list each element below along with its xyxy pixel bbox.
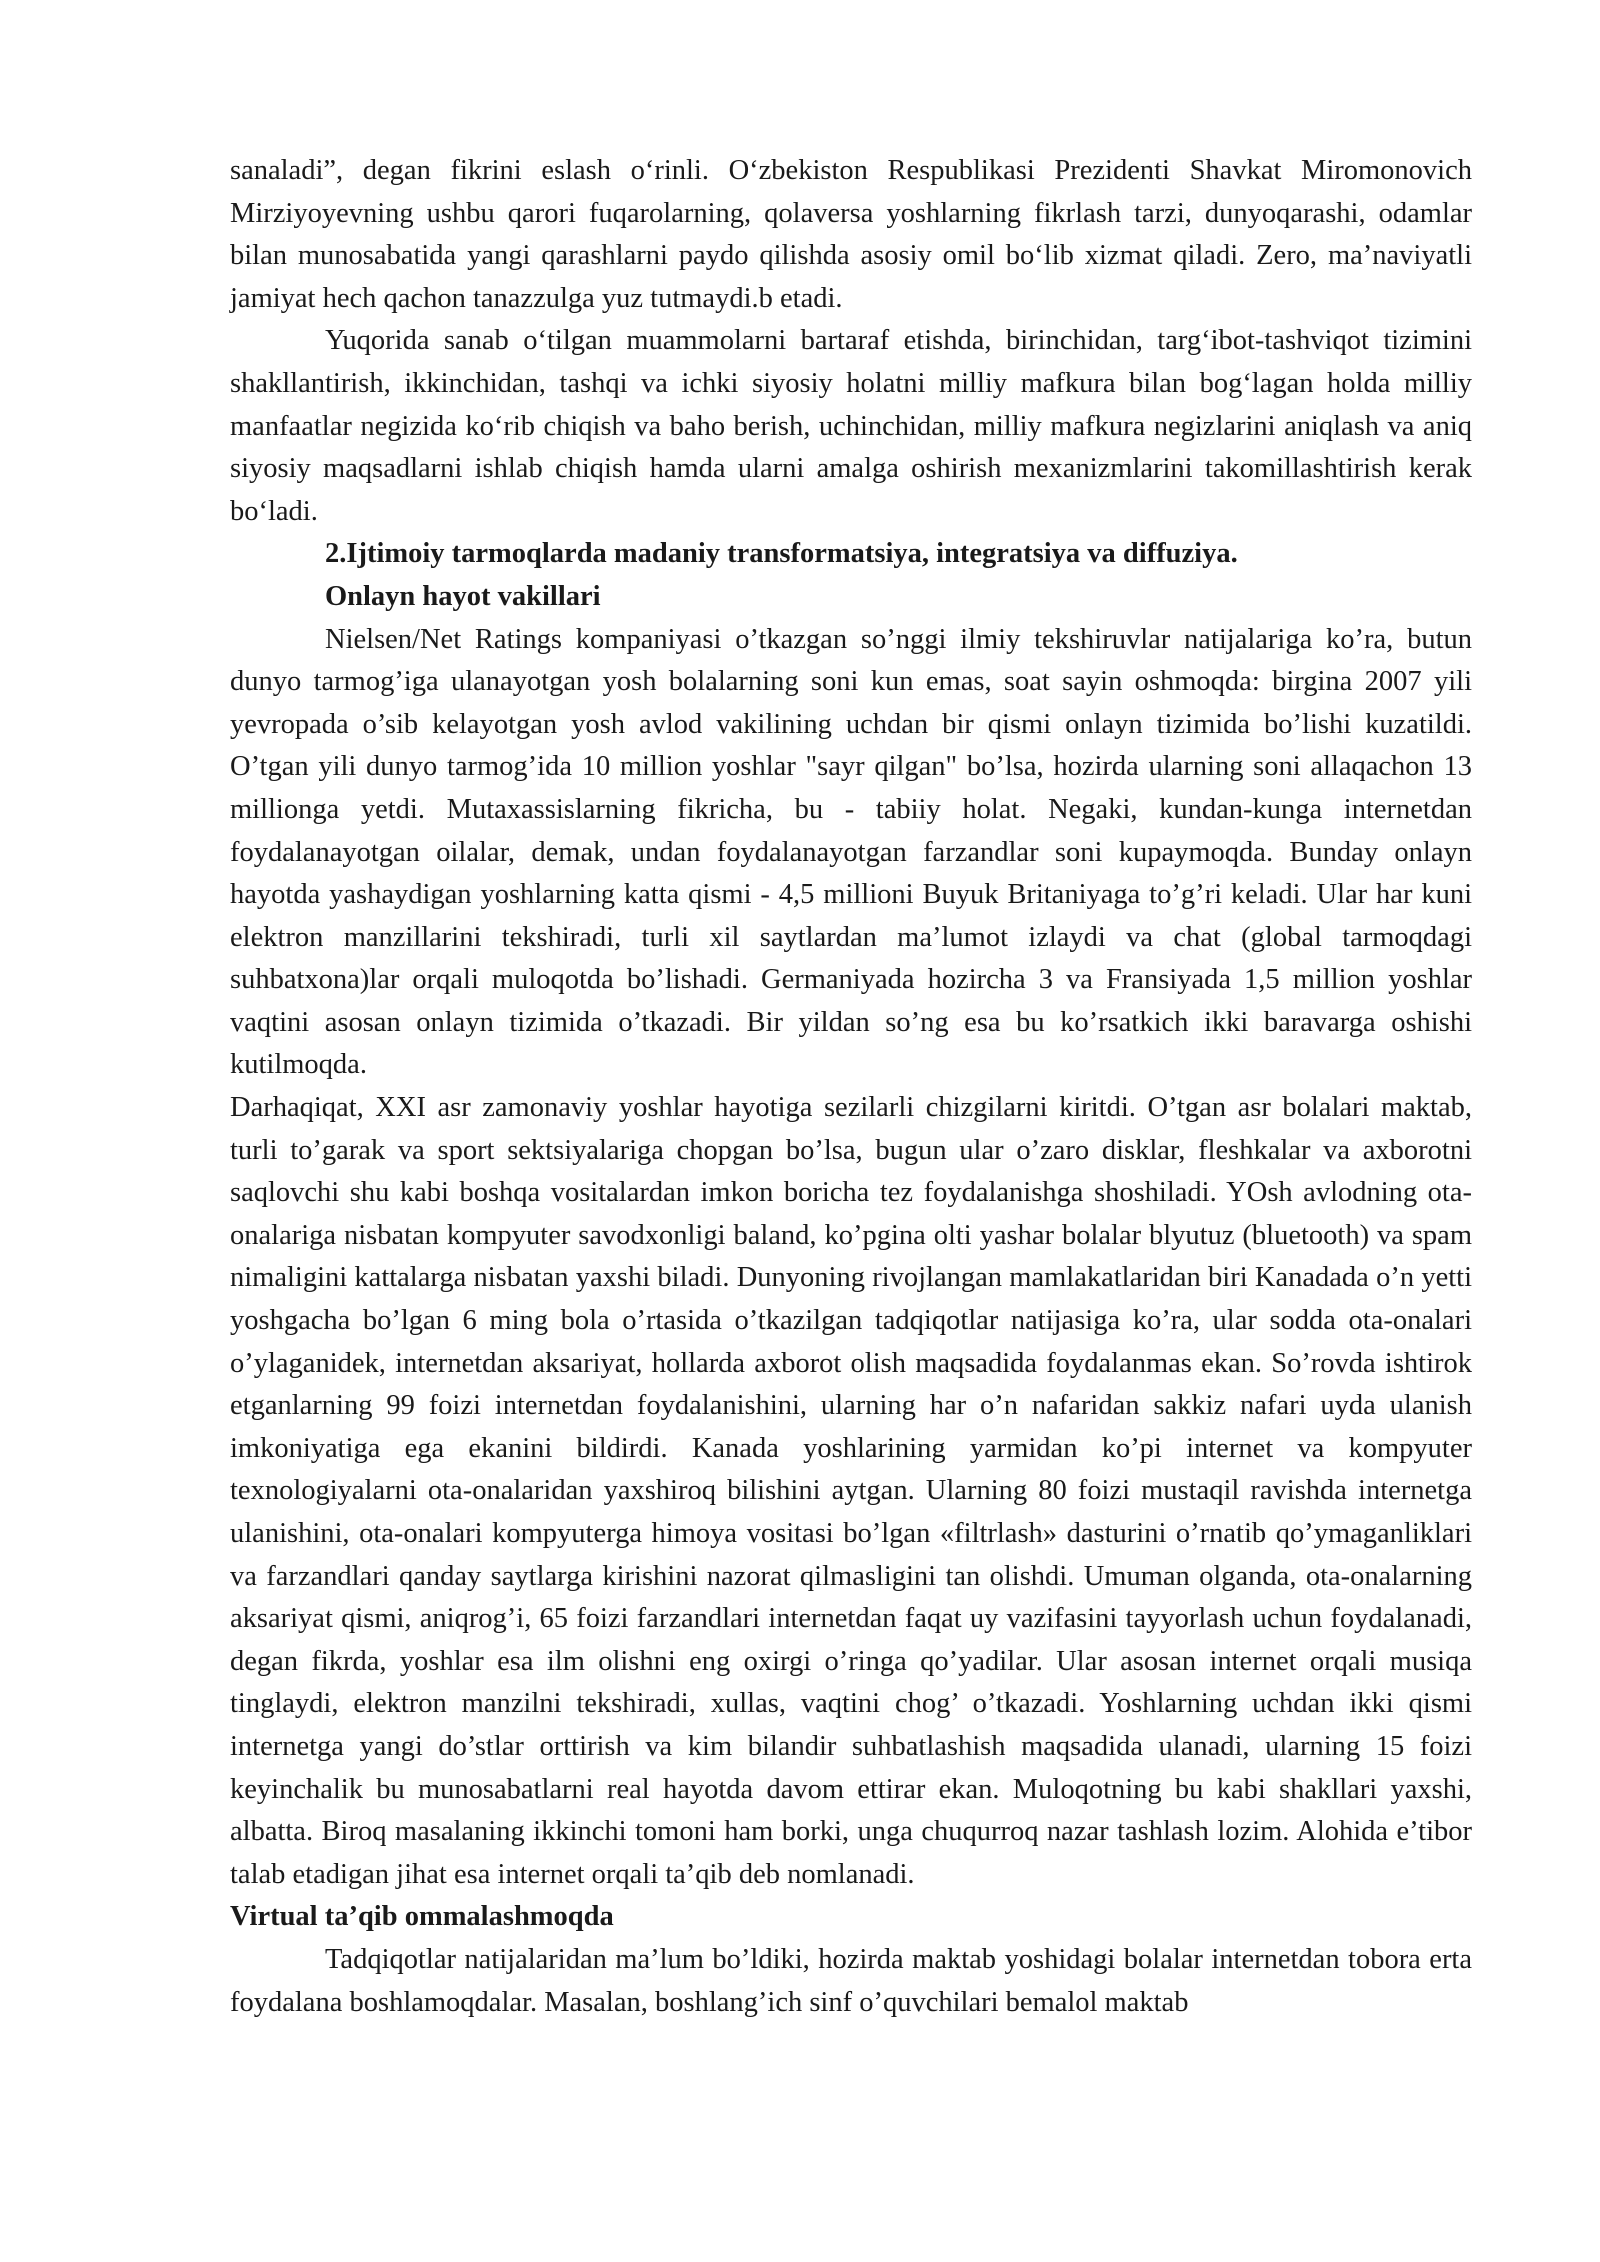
- paragraph: Yuqorida sanab o‘tilgan muammolarni bartaraf etishda, birinchidan, targ‘ibot-tashviqot tizimini shakllantirish, ikkinchidan, tashqi va ichki siyosiy holatni milliy mafkura bilan bog‘lagan holda milliy manfaatlar negizida ko‘rib chiqish va baho berish, uchinchidan, milliy mafkura negizlarini aniqlash va aniq siyosiy maqsadlarni ishlab chiqish hamda ularni amalga oshirish mexanizmlarini takomillashtirish kerak bo‘ladi.: [230, 325, 1472, 527]
- paragraph: Nielsen/Net Ratings kompaniyasi o’tkazgan so’nggi ilmiy tekshiruvlar natijalariga ko’ra, butun dunyo tarmog’iga ulanayotgan yosh bolalarning soni kun emas, soat sayin oshmoqda: birgina 2007 yili yevropada o’sib kelayotgan yosh avlod vakilining uchdan bir qismi onlayn tizimida bo’lishi kuzatildi. O’tgan yili dunyo tarmog’ida 10 million yoshlar "sayr qilgan" bo’lsa, hozirda ularning soni allaqachon 13 millionga yetdi. Mutaxassislarning fikricha, bu - tabiiy holat. Negaki, kundan-kunga internetdan foydalanayotgan oilalar, demak, undan foydalanayotgan farzandlar soni kupaymoqda. Bunday onlayn hayotda yashaydigan yoshlarning katta qismi - 4,5 millioni Buyuk Britaniyaga to’g’ri keladi. Ular har kuni elektron manzillarini tekshiradi, turli xil saytlardan ma’lumot izlaydi va chat (global tarmoqdagi suhbatxona)lar orqali muloqotda bo’lishadi. Germaniyada hozircha 3 va Fransiyada 1,5 million yoshlar vaqtini asosan onlayn tizimida o’tkazadi. Bir yildan so’ng esa bu ko’rsatkich ikki baravarga oshishi kutilmoqda.: [230, 623, 1472, 1081]
- section-heading: 2.Ijtimoiy tarmoqlarda madaniy transformatsiya, integratsiya va diffuziya.: [325, 538, 1238, 570]
- paragraph: sanaladi”, degan fikrini eslash o‘rinli. O‘zbekiston Respublikasi Prezidenti Shavkat Miromonovich Mirziyoyevning ushbu qarori fuqarolarning, qolaversa yoshlarning fikrlash tarzi, dunyoqarashi, odamlar bilan munosabatida yangi qarashlarni paydo qilishda asosiy omil bo‘lib xizmat qiladi. Zero, ma’naviyatli jamiyat hech qachon tanazzulga yuz tutmaydi.b etadi.: [230, 155, 1472, 314]
- subsection-heading: Onlayn hayot vakillari: [325, 580, 601, 612]
- paragraph: Tadqiqotlar natijalaridan ma’lum bo’ldiki, hozirda maktab yoshidagi bolalar internetdan tobora erta foydalana boshlamoqdalar. Masalan, boshlang’ich sinf o’quvchilari bemalol maktab: [230, 1943, 1472, 2018]
- document-page: [230, 150, 1472, 2024]
- paragraph: Darhaqiqat, XXI asr zamonaviy yoshlar hayotiga sezilarli chizgilarni kiritdi. O’tgan asr bolalari maktab, turli to’garak va sport sektsiyalariga chopgan bo’lsa, bugun ular o’zaro disklar, fleshkalar va axborotni saqlovchi shu kabi boshqa vositalardan imkon boricha tez foydalanishga shoshiladi. YOsh avlodning ota-onalariga nisbatan kompyuter savodxonligi baland, ko’pgina olti yashar bolalar blyutuz (bluetooth) va spam nimaligini kattalarga nisbatan yaxshi biladi. Dunyoning rivojlangan mamlakatlaridan biri Kanadada o’n yetti yoshgacha bo’lgan 6 ming bola o’rtasida o’tkazilgan tadqiqotlar natijasiga ko’ra, ular sodda ota-onalari o’ylaganidek, internetdan aksariyat, hollarda axborot olish maqsadida foydalanmas ekan. So’rovda ishtirok etganlarning 99 foizi internetdan foydalanishini, ularning har o’n nafaridan sakkiz nafari uyda ulanish imkoniyatiga ega ekanini bildirdi. Kanada yoshlarining yarmidan ko’pi internet va kompyuter texnologiyalarni ota-onalaridan yaxshiroq bilishini aytgan. Ularning 80 foizi mustaqil ravishda internetga ulanishini, ota-onalari kompyuterga himoya vositasi bo’lgan «filtrlash» dasturini o’rnatib qo’ymaganliklari va farzandlari qanday saytlarga kirishini nazorat qilmasligini tan olishdi. Umuman olganda, ota-onalarning aksariyat qismi, aniqrog’i, 65 foizi farzandlari internetdan faqat uy vazifasini tayyorlash uchun foydalanadi, degan fikrda, yoshlar esa ilm olishni eng oxirgi o’ringa qo’yadilar. Ular asosan internet orqali musiqa tinglaydi, elektron manzilni tekshiradi, xullas, vaqtini chog’ o’tkazadi. Yoshlarning uchdan ikki qismi internetga yangi do’stlar orttirish va kim bilandir suhbatlashish maqsadida ulanadi, ularning 15 foizi keyinchalik bu munosabatlarni real hayotda davom ettirar ekan. Muloqotning bu kabi shakllari yaxshi, albatta. Biroq masalaning ikkinchi tomoni ham borki, unga chuqurroq nazar tashlash lozim. Alohida e’tibor talab etadigan jihat esa internet orqali ta’qib deb nomlanadi.: [230, 1092, 1472, 1890]
- subsection-heading: Virtual ta’qib ommalashmoqda: [230, 1901, 614, 1933]
